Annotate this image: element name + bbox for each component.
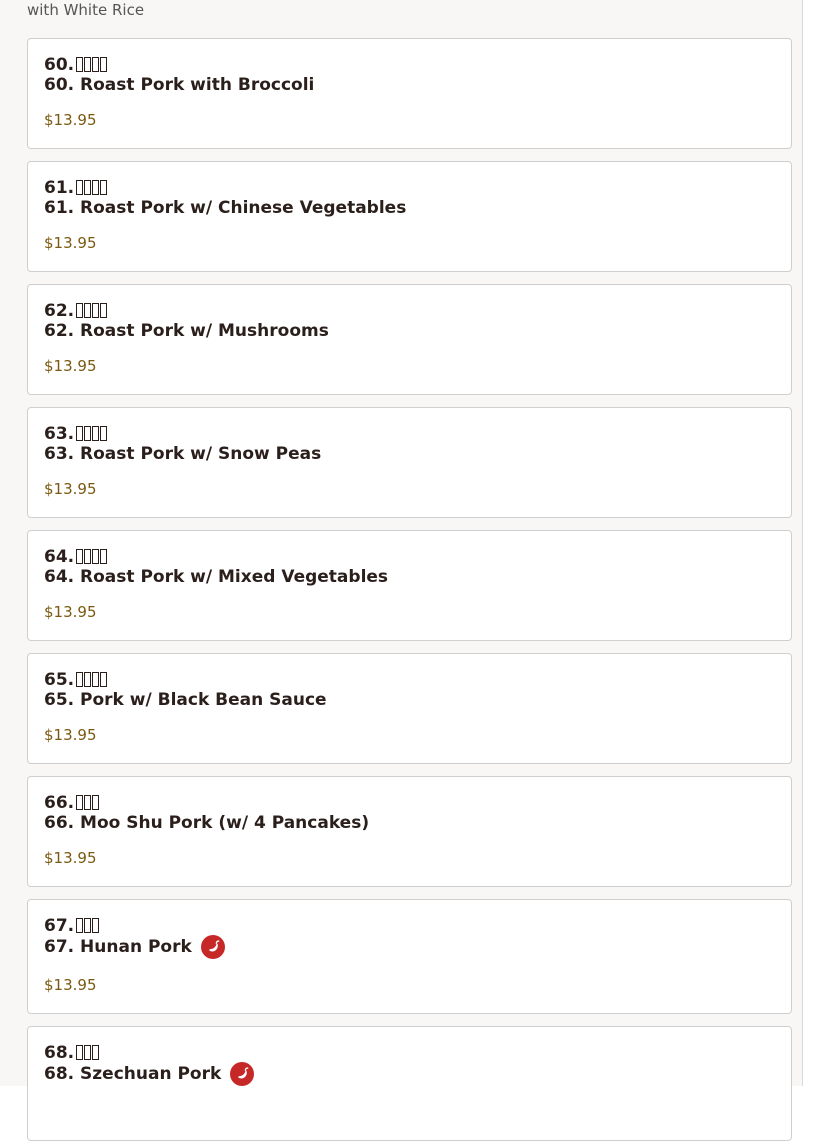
menu-item-card[interactable] xyxy=(27,161,792,272)
missing-glyph-box xyxy=(92,672,99,687)
menu-item-card[interactable] xyxy=(27,899,792,1014)
menu-item-price: $13.95 xyxy=(44,603,97,621)
menu-item-name xyxy=(44,197,406,219)
missing-glyph-box xyxy=(92,795,99,810)
missing-glyph-box xyxy=(100,549,107,564)
menu-item-number: 67. xyxy=(44,916,75,936)
section-subtitle: with White Rice xyxy=(27,1,145,19)
missing-glyph-box xyxy=(84,426,91,441)
missing-glyph-box xyxy=(92,918,99,933)
menu-item-card[interactable] xyxy=(27,284,792,395)
missing-glyph-box xyxy=(76,180,83,195)
missing-glyph-box xyxy=(84,303,91,318)
menu-item-name xyxy=(44,74,314,96)
menu-item-name-text: 61. Roast Pork w/ Chinese Vegetables xyxy=(44,198,407,218)
menu-item-name-text: 67. Hunan Pork xyxy=(44,937,192,957)
missing-glyph-box xyxy=(84,180,91,195)
menu-item-number: 64. xyxy=(44,547,75,567)
menu-item-number: 61. xyxy=(44,178,75,198)
menu-item-price: $13.95 xyxy=(44,111,97,129)
missing-glyph-box xyxy=(100,303,107,318)
menu-item-card[interactable] xyxy=(27,530,792,641)
menu-item-name-text: 62. Roast Pork w/ Mushrooms xyxy=(44,321,329,341)
menu-item-name-text: 68. Szechuan Pork xyxy=(44,1064,222,1084)
missing-glyph-box xyxy=(92,1045,99,1060)
menu-item-name-text: 65. Pork w/ Black Bean Sauce xyxy=(44,690,327,710)
menu-item-name-text: 63. Roast Pork w/ Snow Peas xyxy=(44,444,322,464)
menu-item-name xyxy=(44,689,327,711)
menu-item-price: $13.95 xyxy=(44,849,97,867)
menu-item-card[interactable] xyxy=(27,38,792,149)
menu-item-name xyxy=(44,443,321,465)
menu-item-number: 68. xyxy=(44,1043,75,1063)
menu-item-number: 63. xyxy=(44,424,75,444)
menu-item-name xyxy=(44,935,225,959)
missing-glyph-box xyxy=(76,672,83,687)
missing-glyph-box xyxy=(92,426,99,441)
missing-glyph-box xyxy=(100,57,107,72)
missing-glyph-box xyxy=(84,918,91,933)
missing-glyph-box xyxy=(76,303,83,318)
missing-glyph-box xyxy=(92,180,99,195)
missing-glyph-box xyxy=(92,303,99,318)
missing-glyph-box xyxy=(76,426,83,441)
missing-glyph-box xyxy=(84,57,91,72)
menu-item-name-text: 66. Moo Shu Pork (w/ 4 Pancakes) xyxy=(44,813,370,833)
menu-item-number: 62. xyxy=(44,301,75,321)
chili-pepper-icon xyxy=(230,1062,254,1086)
missing-glyph-box xyxy=(76,549,83,564)
menu-item-card[interactable] xyxy=(27,1026,792,1141)
menu-item-name xyxy=(44,1062,254,1086)
missing-glyph-box xyxy=(92,57,99,72)
missing-glyph-box xyxy=(76,918,83,933)
menu-item-name xyxy=(44,320,329,342)
menu-item-number: 66. xyxy=(44,793,75,813)
missing-glyph-box xyxy=(84,1045,91,1060)
missing-glyph-box xyxy=(84,549,91,564)
menu-item-name-text: 60. Roast Pork with Broccoli xyxy=(44,75,315,95)
menu-item-card[interactable] xyxy=(27,776,792,887)
menu-item-price: $13.95 xyxy=(44,357,97,375)
menu-item-price: $13.95 xyxy=(44,480,97,498)
missing-glyph-box xyxy=(100,426,107,441)
chili-pepper-icon xyxy=(201,935,225,959)
missing-glyph-box xyxy=(100,672,107,687)
menu-item-name-text: 64. Roast Pork w/ Mixed Vegetables xyxy=(44,567,389,587)
missing-glyph-box xyxy=(92,549,99,564)
menu-item-card[interactable] xyxy=(27,407,792,518)
missing-glyph-box xyxy=(84,795,91,810)
menu-item-price: $13.95 xyxy=(44,976,97,994)
missing-glyph-box xyxy=(76,57,83,72)
missing-glyph-box xyxy=(76,1045,83,1060)
missing-glyph-box xyxy=(76,795,83,810)
menu-item-price: $13.95 xyxy=(44,726,97,744)
menu-item-name xyxy=(44,566,388,588)
menu-item-number: 65. xyxy=(44,670,75,690)
missing-glyph-box xyxy=(84,672,91,687)
menu-item-name xyxy=(44,812,369,834)
menu-item-card[interactable] xyxy=(27,653,792,764)
menu-item-number: 60. xyxy=(44,55,75,75)
menu-item-price: $13.95 xyxy=(44,234,97,252)
missing-glyph-box xyxy=(100,180,107,195)
